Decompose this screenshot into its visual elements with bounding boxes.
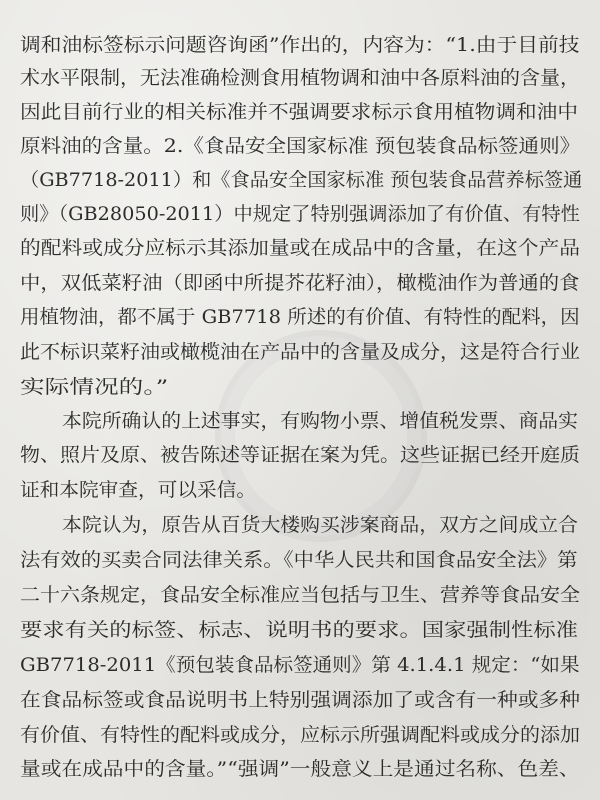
text-line: 的配料或成分应标示其添加量或在成品中的含量，在这个产品: [20, 237, 581, 259]
text-line: 有价值、有特性的配料或成分，应标示所强调配料或成分的添加: [20, 724, 581, 746]
text-line: 则》（GB28050-2011）中规定了特别强调添加了有价值、有特性: [20, 203, 580, 225]
text-line: 实际情况的。”: [20, 376, 169, 398]
text-line: 调和油标签标示问题咨询函”作出的，内容为：“1.由于目前技: [20, 34, 580, 56]
text-line: 本院所确认的上述事实，有购物小票、增值税发票、商品实: [62, 410, 579, 432]
text-line: 此不标识菜籽油或橄榄油在产品中的含量及成分，这是符合行业: [20, 341, 581, 363]
text-line: 二十六条规定，食品安全标准应当包括与卫生、营养等食品安全: [20, 584, 581, 606]
text-line: 证和本院审查，可以采信。: [20, 479, 257, 501]
text-line: 本院认为，原告从百货大楼购买涉案商品，双方之间成立合: [62, 514, 579, 536]
text-line: 原料油的含量。2.《食品安全国家标准 预包装食品标签通则》: [20, 135, 581, 157]
text-line: 在食品标签或食品说明书上特别强调添加了或含有一种或多种: [20, 689, 581, 711]
text-line: 物、照片及原、被告陈述等证据在案为凭。这些证据已经开庭质: [20, 444, 581, 466]
text-line: 法有效的买卖合同法律关系。《中华人民共和国食品安全法》第: [20, 549, 578, 571]
text-line: GB7718-2011《预包装食品标签通则》第 4.1.4.1 规定：“如果: [20, 654, 580, 676]
text-line: 中，双低菜籽油（即函中所提芥花籽油），橄榄油作为普通的食: [20, 272, 580, 294]
text-line: 因此目前行业的相关标准并不强调要求标示食用植物调和油中: [20, 101, 579, 123]
text-line: 要求有关的标签、标志、说明书的要求。国家强制性标准: [20, 619, 579, 641]
text-line: （GB7718-2011）和《食品安全国家标准 预包装食品营养标签通: [20, 169, 583, 191]
text-line: 术水平限制，无法准确检测食用植物调和油中各原料油的含量，: [20, 67, 581, 89]
text-line: 量或在成品中的含量。”“强调”一般意义上是通过名称、色差、: [20, 758, 580, 780]
text-line: 用植物油，都不属于 GB7718 所述的有价值、有特性的配料，因: [20, 306, 580, 328]
